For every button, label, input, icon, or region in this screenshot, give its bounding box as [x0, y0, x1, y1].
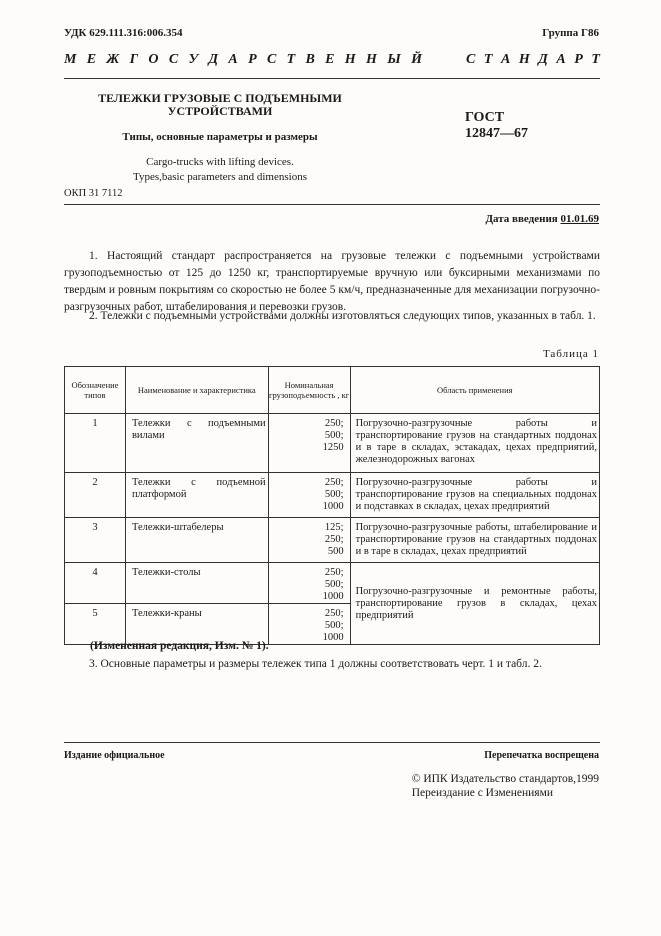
capacity-values: [268, 518, 350, 563]
english-title-line1: Cargo-trucks with lifting devices.: [146, 156, 294, 168]
table-row: [65, 473, 600, 518]
paragraph-2: 2. Тележки с подъемными устройствами должны изготовляться следующих типов, указанных в табл. 1.: [89, 310, 596, 322]
capacity-values: [268, 473, 350, 518]
capacity-value: 500;: [324, 620, 344, 631]
capacity-value: 1000: [322, 632, 344, 643]
capacity-value: 250;: [324, 567, 344, 578]
official-edition: Издание официальное: [64, 750, 165, 761]
effective-date-label: Дата введения: [485, 213, 558, 225]
application-area: Погрузочно-разгрузочные работы и транспортирование грузов на стандартных поддонах и в таре в складах, эстакадах, цехах предприятий, железнодорожных вагонах: [350, 414, 599, 473]
type-name: Тележки-штабелеры: [125, 518, 268, 563]
group-code: Группа Г86: [542, 27, 599, 39]
banner-letter: Т: [591, 52, 600, 67]
banner-letter: О: [148, 52, 159, 67]
type-name: Тележки-краны: [125, 604, 268, 645]
capacity-value: 500;: [324, 579, 344, 590]
banner-letter: Ж: [106, 52, 120, 67]
type-number: 5: [65, 604, 126, 645]
type-number: 1: [65, 414, 126, 473]
header-type: Обозначение типов: [65, 367, 126, 414]
banner-letter: Д: [208, 52, 219, 67]
types-table: [64, 366, 600, 645]
copyright-block: [412, 772, 599, 800]
footer-rule: [64, 742, 600, 743]
capacity-value: 250;: [324, 608, 344, 619]
banner-letter: Н: [366, 52, 377, 67]
okp-code: ОКП 31 7112: [64, 188, 123, 199]
type-name: Тележки-столы: [125, 563, 268, 604]
english-title: [64, 155, 376, 185]
banner-letter: У: [188, 52, 199, 67]
effective-date: [485, 213, 599, 225]
capacity-value: 1250: [322, 442, 344, 453]
application-area: Погрузочно-разгрузочные работы и транспортирование грузов на специальных поддонах и подставках в складах, цехах предприятий: [350, 473, 599, 518]
type-number: 2: [65, 473, 126, 518]
banner-letter: В: [305, 52, 315, 67]
table-row: [65, 563, 600, 604]
header-capacity: Номинальная грузоподъемность , кг: [268, 367, 350, 414]
capacity-values: [268, 563, 350, 604]
capacity-value: 500;: [324, 430, 344, 441]
banner-letter: А: [500, 52, 511, 67]
header-rule: [64, 78, 600, 79]
capacity-value: 250;: [324, 477, 344, 488]
banner-letter: Т: [483, 52, 493, 67]
application-area: Погрузочно-разгрузочные работы, штабелирование и транспортирование грузов на стандартных поддонах и в таре в складах, цехах предприятий: [350, 518, 599, 563]
paragraph-3: 3. Основные параметры и размеры тележек типа 1 должны соответствовать черт. 1 и табл. 2.: [89, 658, 542, 670]
banner-letter: А: [228, 52, 238, 67]
title-block: [64, 92, 376, 185]
table-caption: Таблица 1: [542, 348, 599, 360]
capacity-value: 500;: [324, 489, 344, 500]
banner-letter: С: [266, 52, 277, 67]
banner-letter: А: [556, 52, 566, 67]
header-name: Наименование и характеристика: [125, 367, 268, 414]
doc-subtitle: Типы, основные параметры и размеры: [122, 131, 318, 143]
type-name: Тележки с подъемной платформой: [125, 473, 268, 518]
gost-label: ГОСТ: [465, 110, 505, 125]
banner-letter: Т: [286, 52, 296, 67]
gost-number: 12847—67: [465, 126, 528, 141]
banner-letter: Ы: [387, 52, 401, 67]
standard-banner: [64, 52, 600, 68]
doc-title-line1: ТЕЛЕЖКИ ГРУЗОВЫЕ С ПОДЪЕМНЫМИ: [98, 91, 342, 105]
type-name: Тележки с подъемными вилами: [125, 414, 268, 473]
capacity-value: 125;: [324, 522, 344, 533]
capacity-value: 1000: [322, 591, 344, 602]
capacity-values: [268, 604, 350, 645]
table-row: [65, 414, 600, 473]
application-area-shared: Погрузочно-разгрузочные и ремонтные работы, транспортирование грузов в складах, цехах предприятий: [350, 563, 599, 645]
banner-letter: Е: [325, 52, 335, 67]
udk-code: УДК 629.111.316:006.354: [64, 27, 183, 39]
gost-designation: [465, 110, 528, 142]
reissue-note: Переиздание с Изменениями: [411, 787, 554, 799]
doc-title-line2: УСТРОЙСТВАМИ: [167, 104, 273, 118]
banner-letter: С: [466, 52, 476, 67]
table-header-row: [65, 367, 600, 414]
banner-letter: М: [64, 52, 77, 67]
banner-letter: Р: [248, 52, 257, 67]
banner-letter: Н: [344, 52, 356, 67]
capacity-value: 500: [327, 546, 344, 557]
english-title-line2: Types,basic parameters and dimensions: [133, 171, 307, 183]
table-row: [65, 518, 600, 563]
type-number: 3: [65, 518, 126, 563]
banner-letter: С: [168, 52, 179, 67]
header-area: Область применения: [350, 367, 599, 414]
effective-date-value: 01.01.69: [560, 213, 599, 225]
banner-letter: Н: [518, 52, 530, 67]
banner-letter: Г: [129, 52, 139, 67]
banner-letter: Д: [538, 52, 548, 67]
reprint-prohibited: Перепечатка воспрещена: [484, 750, 599, 761]
copyright: © ИПК Издательство стандартов,1999: [411, 773, 599, 785]
banner-word-1: [64, 52, 422, 68]
capacity-value: 250;: [324, 534, 344, 545]
banner-letter: Й: [411, 52, 422, 67]
capacity-value: 250;: [324, 418, 344, 429]
capacity-values: [268, 414, 350, 473]
banner-letter: Р: [574, 52, 583, 67]
banner-word-2: [466, 52, 600, 68]
okp-rule: [64, 204, 600, 205]
banner-letter: Е: [86, 52, 97, 67]
type-number: 4: [65, 563, 126, 604]
revision-note: (Измененная редакция, Изм. № 1).: [90, 640, 269, 652]
paragraph-1: 1. Настоящий стандарт распространяется на грузовые тележки с подъемными устройствами грузоподъемностью от 125 до 1250 кг, транспортируемые вручную или буксирными механизмами по твердым и ровным покрытиям со скоростью не более 5 км/ч, предназначенные для механизации погрузочно-разгрузочных работ, штабелирования и перевозки грузов.: [64, 250, 600, 313]
capacity-value: 1000: [322, 501, 344, 512]
